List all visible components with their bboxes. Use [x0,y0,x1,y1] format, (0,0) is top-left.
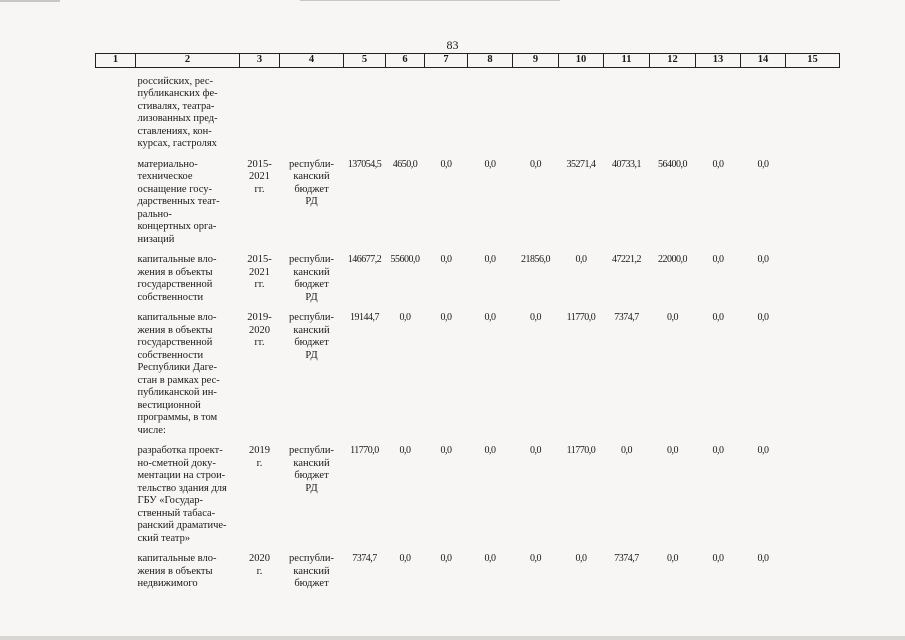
funding-source: республи- канский бюджет [289,553,334,589]
row-index-cell [96,76,136,151]
amount-cell: 0,0 [712,254,724,265]
table-row [96,312,840,437]
funding-source: республи- канский бюджет РД [289,158,334,207]
column-number-2: 2 [136,54,240,68]
amount-cell: 11770,0 [566,445,596,456]
row-index-cell [96,445,136,545]
row-spacer-cell [96,151,840,159]
column-number-9: 9 [513,54,559,68]
amount-cell: 7374,7 [614,312,639,323]
amount-cell: 0,0 [440,445,452,456]
amount-cell: 7374,7 [614,553,639,564]
amount-cell: 0,0 [399,445,411,456]
row-spacer [96,67,840,76]
row-spacer-cell [96,437,840,445]
row-spacer-cell [96,304,840,312]
row-index-cell [96,159,136,247]
amount-cell: 0,0 [757,158,769,170]
column-number-15: 15 [786,54,840,68]
implementation-period [240,76,280,151]
activity-description: материально- техническое оснащение госу- дарственных теат- рально- концертных орга- низаций [137,158,220,245]
empty-cell [786,159,840,247]
column-number-11: 11 [604,54,650,68]
scan-artifact [0,636,905,640]
table-row [96,254,840,304]
row-index-cell [96,553,136,591]
implementation-period: 2019- 2020 гг. [247,312,272,348]
amount-cell: 4650,0 [392,158,418,170]
row-spacer [96,437,840,445]
row-index-cell [96,312,136,437]
row-spacer-cell [96,545,840,553]
amount-cell: 146677,2 [347,254,382,265]
amount-cell: 47221,2 [612,254,641,265]
row-spacer [96,545,840,553]
amount-cell: 0,0 [440,553,452,564]
amount-cell: 21856,0 [521,254,550,265]
amount-cell [604,76,650,151]
amount-cell: 0,0 [667,445,678,456]
empty-cell [786,76,840,151]
row-spacer-cell [96,246,840,254]
amount-cell [425,76,468,151]
amount-cell: 0,0 [440,254,452,265]
amount-cell: 0,0 [712,158,724,170]
activity-description: капитальные вло- жения в объекты государственной собственности Республики Даге- стан в рамках рес- публиканской ин- вестиционной программы, в том числе: [137,312,220,436]
amount-cell: 0,0 [530,312,541,323]
column-number-5: 5 [344,54,386,68]
amount-cell: 35271,4 [566,158,596,170]
scan-artifact [300,0,560,1]
amount-cell: 0,0 [757,445,769,456]
amount-cell: 0,0 [757,254,769,265]
amount-cell: 0,0 [667,553,678,564]
amount-cell [386,76,425,151]
amount-cell [696,76,741,151]
amount-cell: 40733,1 [612,158,641,170]
amount-cell [344,76,386,151]
column-number-4: 4 [280,54,344,68]
empty-cell [786,553,840,591]
column-number-14: 14 [741,54,786,68]
table-row [96,445,840,545]
row-index-cell [96,254,136,304]
amount-cell [650,76,696,151]
implementation-period: 2015- 2021 гг. [247,254,272,290]
column-number-13: 13 [696,54,741,68]
amount-cell [468,76,513,151]
amount-cell [513,76,559,151]
amount-cell: 0,0 [712,445,724,456]
amount-cell: 22000,0 [658,254,687,265]
row-spacer [96,304,840,312]
amount-cell: 0,0 [484,312,496,323]
amount-cell: 137054,5 [347,158,382,170]
amount-cell: 0,0 [575,553,587,564]
budget-table [95,53,840,591]
amount-cell: 55600,0 [390,254,420,265]
amount-cell: 11770,0 [350,445,379,456]
amount-cell: 0,0 [530,158,541,170]
empty-cell [786,445,840,545]
activity-description: российских, рес- публиканских фе- стивалях, театра- лизованных пред- ставлениях, кон- курсах, гастролях [137,75,218,149]
amount-cell: 0,0 [712,312,724,323]
amount-cell: 0,0 [440,312,452,323]
column-number-row [96,54,840,68]
row-spacer [96,151,840,159]
implementation-period: 2020 г. [249,553,270,577]
amount-cell: 0,0 [712,553,724,564]
amount-cell: 56400,0 [658,158,687,170]
table-row [96,159,840,247]
amount-cell: 0,0 [757,312,769,323]
row-spacer-cell [96,67,840,76]
column-number-8: 8 [468,54,513,68]
amount-cell: 7374,7 [352,553,377,564]
column-number-7: 7 [425,54,468,68]
column-number-12: 12 [650,54,696,68]
amount-cell [559,76,604,151]
amount-cell: 0,0 [440,158,452,170]
column-number-6: 6 [386,54,425,68]
amount-cell [741,76,786,151]
amount-cell: 0,0 [484,553,496,564]
funding-source: республи- канский бюджет РД [289,312,334,361]
table-row [96,553,840,591]
empty-cell [786,254,840,304]
column-number-10: 10 [559,54,604,68]
amount-cell: 0,0 [667,312,678,323]
row-spacer [96,246,840,254]
amount-cell: 0,0 [484,158,496,170]
amount-cell: 0,0 [757,553,769,564]
column-number-1: 1 [96,54,136,68]
funding-source: республи- канский бюджет РД [289,254,334,303]
table-row [96,76,840,151]
amount-cell: 0,0 [484,254,496,265]
implementation-period: 2015- 2021 гг. [247,158,272,195]
activity-description: капитальные вло- жения в объекты государственной собственности [137,254,217,303]
column-number-3: 3 [240,54,280,68]
scan-artifact [0,0,60,2]
page-number: 83 [446,38,459,52]
amount-cell: 0,0 [530,445,541,456]
activity-description: разработка проект- но-сметной доку- ментации на строи- тельство здания для ГБУ «Государ- ственный табаса- ранский драматиче- ский театр» [137,445,227,544]
activity-description: капитальные вло- жения в объекты недвижимого [137,553,217,589]
amount-cell: 0,0 [621,445,632,456]
amount-cell: 0,0 [399,553,411,564]
amount-cell: 0,0 [484,445,496,456]
amount-cell: 19144,7 [350,312,379,323]
implementation-period: 2019 г. [249,445,270,469]
funding-source: республи- канский бюджет РД [289,445,334,494]
amount-cell: 0,0 [530,553,541,564]
amount-cell: 0,0 [399,312,411,323]
funding-source [280,76,344,151]
empty-cell [786,312,840,437]
amount-cell: 11770,0 [566,312,596,323]
amount-cell: 0,0 [575,254,587,265]
